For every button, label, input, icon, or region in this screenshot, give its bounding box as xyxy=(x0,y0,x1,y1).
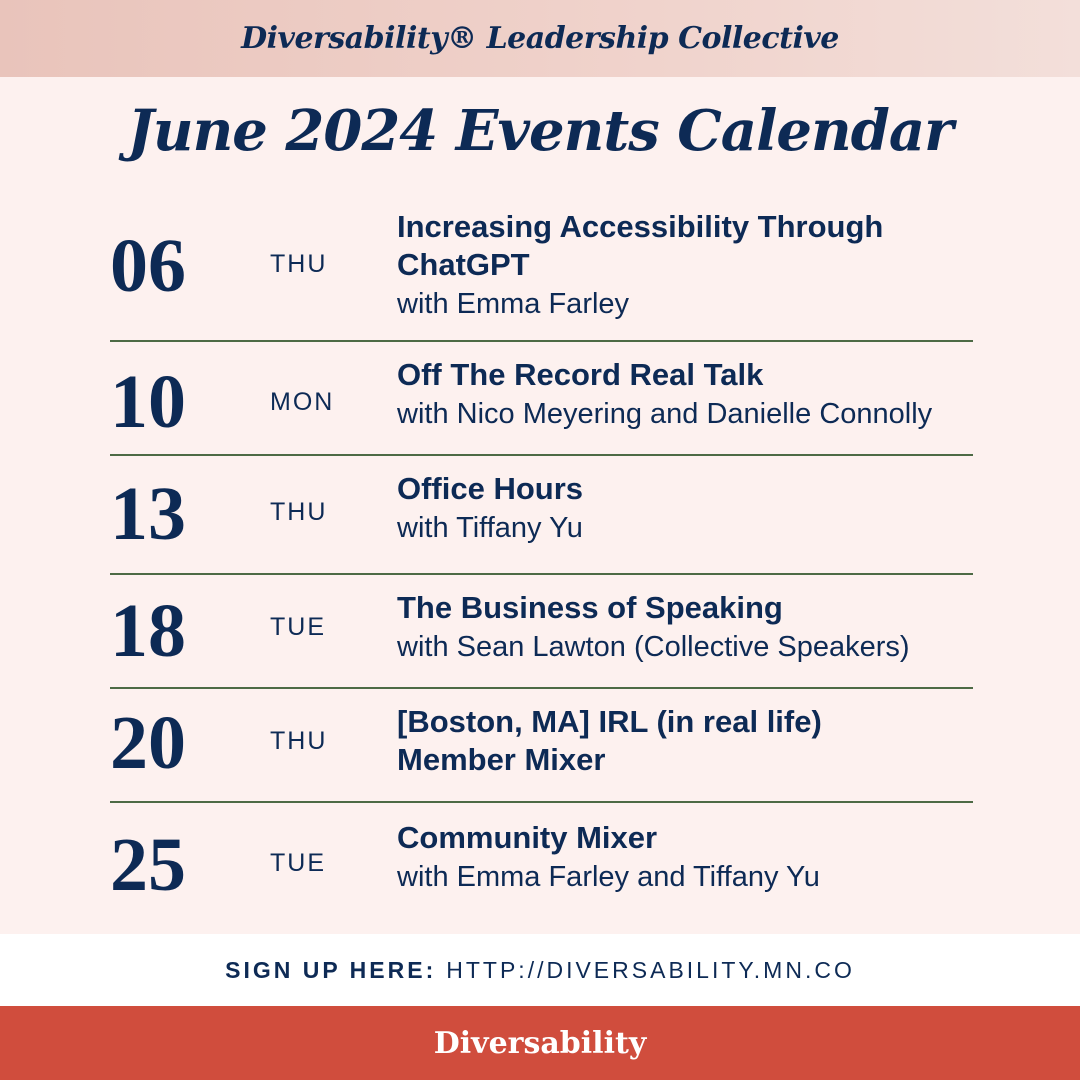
event-day: 18 xyxy=(110,589,186,673)
event-row xyxy=(110,456,973,575)
event-day: 20 xyxy=(110,701,186,785)
event-weekday: THU xyxy=(270,498,328,526)
event-host: with Emma Farley and Tiffany Yu xyxy=(397,861,820,893)
event-title: Off The Record Real Talk xyxy=(397,357,764,392)
signup-bar xyxy=(0,934,1080,1006)
event-weekday: THU xyxy=(270,250,328,278)
events-list xyxy=(110,200,973,923)
page-title: June 2024 Events Calendar xyxy=(127,98,953,164)
event-host: with Sean Lawton (Collective Speakers) xyxy=(397,631,910,663)
event-weekday: THU xyxy=(270,727,328,755)
event-weekday: TUE xyxy=(270,613,326,641)
brand-logo: Diversability xyxy=(433,1025,647,1061)
event-row xyxy=(110,803,973,923)
event-row xyxy=(110,689,973,803)
event-host: with Nico Meyering and Danielle Connolly xyxy=(397,398,933,430)
event-weekday: TUE xyxy=(270,849,326,877)
event-weekday: MON xyxy=(270,388,335,416)
event-day: 25 xyxy=(110,823,186,907)
footer-banner xyxy=(0,1006,1080,1080)
event-title: Community Mixer xyxy=(397,820,658,855)
event-row xyxy=(110,575,973,689)
event-title: Increasing Accessibility Through ChatGPT xyxy=(397,209,884,282)
event-row xyxy=(110,200,973,342)
event-host: with Emma Farley xyxy=(397,288,630,320)
event-host: with Tiffany Yu xyxy=(397,512,583,544)
event-day: 13 xyxy=(110,472,186,556)
event-title: The Business of Speaking xyxy=(397,590,783,625)
event-row xyxy=(110,342,973,456)
event-day: 10 xyxy=(110,360,186,444)
signup-link[interactable]: HTTP://DIVERSABILITY.MN.CO xyxy=(446,956,855,983)
signup-label: SIGN UP HERE: xyxy=(225,956,437,983)
organization-name: Diversability® Leadership Collective xyxy=(241,21,839,56)
header-banner xyxy=(0,0,1080,77)
event-title: [Boston, MA] IRL (in real life) Member Mixer xyxy=(397,704,822,777)
event-title: Office Hours xyxy=(397,471,584,506)
event-day: 06 xyxy=(110,224,186,308)
